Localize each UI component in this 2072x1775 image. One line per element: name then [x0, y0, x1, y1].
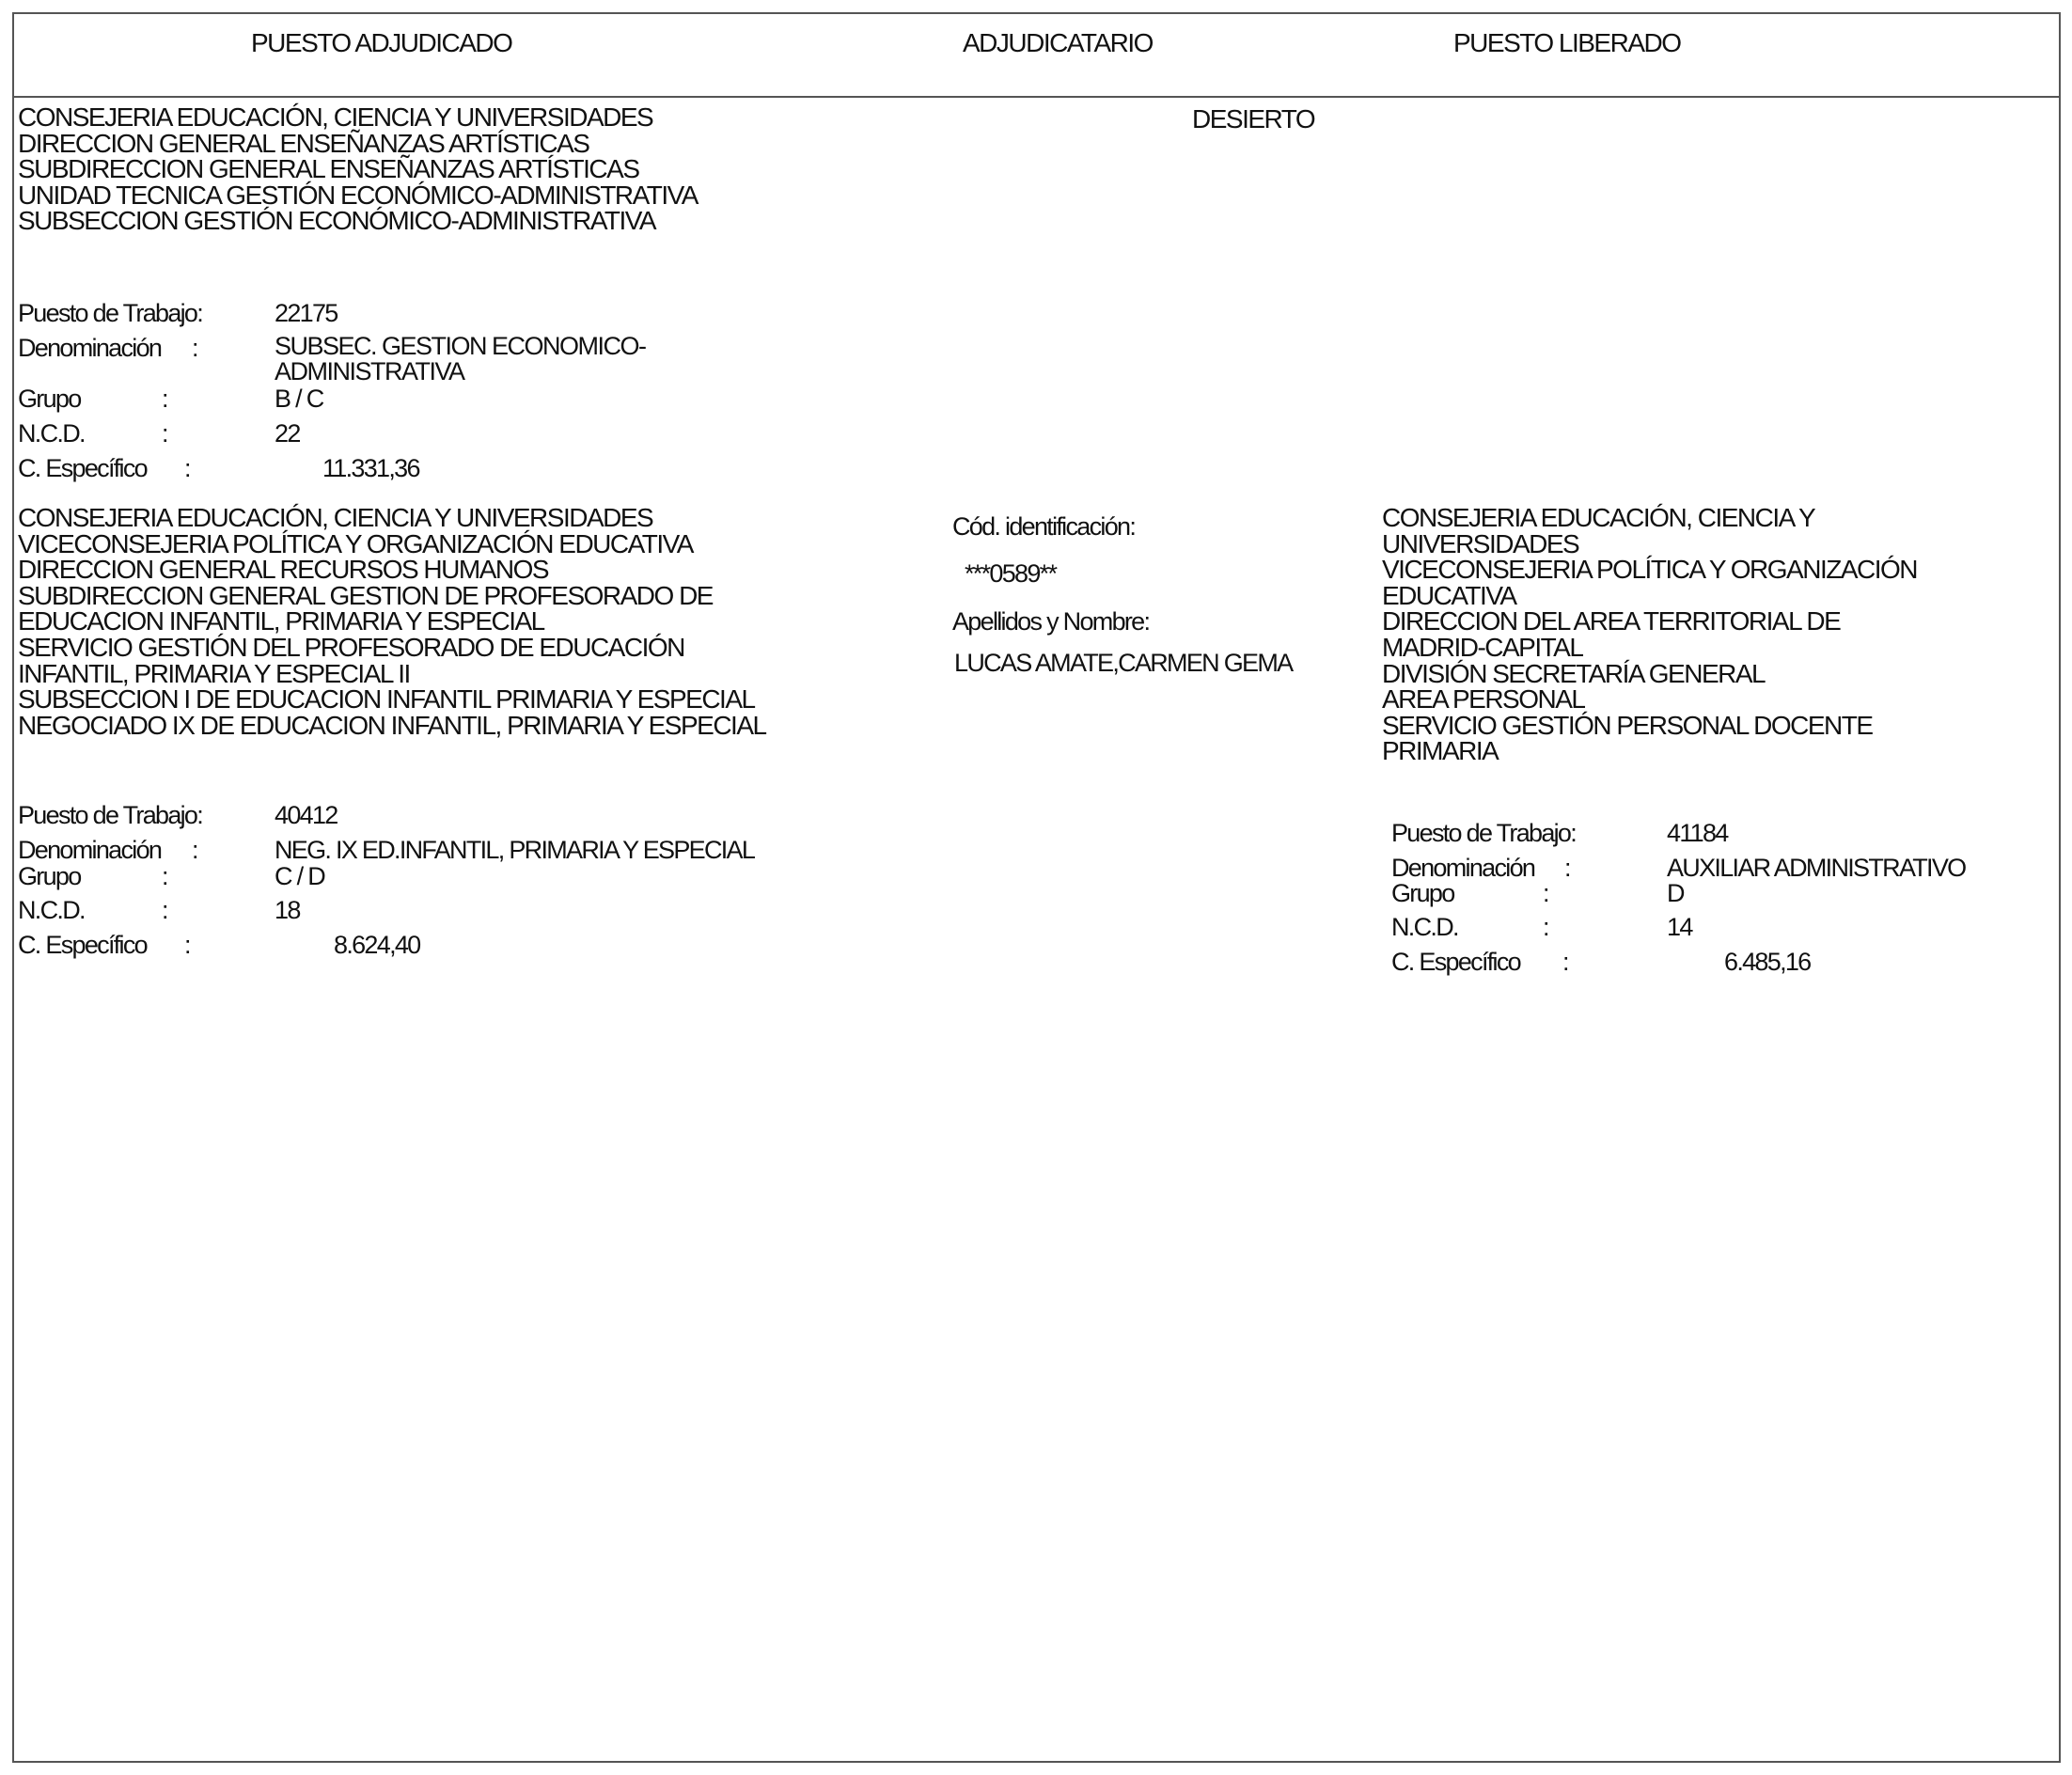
colon: : [1562, 948, 1570, 976]
org-line: PRIMARIA [1382, 736, 1499, 766]
header-adjudicatario: ADJUDICATARIO [963, 28, 1153, 57]
org-line: CONSEJERIA EDUCACIÓN, CIENCIA Y UNIVERSIDADES [18, 102, 653, 132]
liberado-denominacion-label: Denominación [1391, 854, 1535, 882]
denominacion-line: SUBSEC. GESTION ECONOMICO- [275, 332, 646, 360]
liberado-especifico-label: C. Específico [1391, 948, 1520, 976]
org-line: UNIDAD TECNICA GESTIÓN ECONÓMICO-ADMINISTRATIVA [18, 180, 698, 210]
colon: : [1564, 854, 1572, 882]
especifico-label: C. Específico [18, 931, 147, 959]
colon: : [184, 931, 192, 959]
liberado-denominacion-value: AUXILIAR ADMINISTRATIVO [1667, 854, 1966, 882]
org-line: UNIVERSIDADES [1382, 528, 1579, 558]
org-line: VICECONSEJERIA POLÍTICA Y ORGANIZACIÓN EDUCATIVA [18, 528, 693, 558]
liberado-especifico-value: 6.485,16 [1724, 948, 1811, 976]
cod-identificacion-label: Cód. identificación: [952, 512, 1136, 541]
org-line: DIRECCION GENERAL RECURSOS HUMANOS [18, 555, 549, 585]
liberado-ncd-label: N.C.D. [1391, 913, 1458, 941]
denominacion-value [275, 334, 646, 385]
org-line: DIRECCION DEL AREA TERRITORIAL DE [1382, 606, 1841, 636]
org-line: VICECONSEJERIA POLÍTICA Y ORGANIZACIÓN [1382, 555, 1918, 585]
org-line: CONSEJERIA EDUCACIÓN, CIENCIA Y UNIVERSIDADES [18, 503, 653, 532]
puesto-value: 22175 [275, 299, 337, 327]
denominacion-line: ADMINISTRATIVA [275, 357, 464, 385]
grupo-label: Grupo [18, 385, 81, 413]
puesto-label: Puesto de Trabajo: [18, 299, 203, 327]
grupo-value: B / C [275, 385, 323, 413]
apellidos-nombre-label: Apellidos y Nombre: [952, 607, 1150, 636]
colon: : [162, 862, 169, 890]
especifico-value: 11.331,36 [322, 454, 419, 482]
org-line: MADRID-CAPITAL [1382, 632, 1583, 662]
apellidos-nombre-value: LUCAS AMATE,CARMEN GEMA [954, 649, 1293, 677]
especifico-label: C. Específico [18, 454, 147, 482]
denominacion-label: Denominación [18, 836, 162, 864]
ncd-value: 22 [275, 419, 300, 448]
ncd-label: N.C.D. [18, 896, 85, 924]
colon: : [162, 896, 169, 924]
record1-organization [18, 104, 698, 234]
colon: : [184, 454, 192, 482]
liberado-puesto-value: 41184 [1667, 819, 1728, 847]
liberado-grupo-value: D [1667, 879, 1684, 907]
org-line: SUBSECCION GESTIÓN ECONÓMICO-ADMINISTRATIVA [18, 206, 656, 236]
ncd-label: N.C.D. [18, 419, 85, 448]
record2-organization [18, 505, 766, 738]
header-puesto-liberado: PUESTO LIBERADO [1453, 28, 1681, 57]
colon: : [1543, 913, 1550, 941]
org-line: AREA PERSONAL [1382, 684, 1585, 715]
org-line: INFANTIL, PRIMARIA Y ESPECIAL II [18, 658, 410, 688]
cod-identificacion-value: ***0589** [965, 559, 1057, 588]
org-line: DIRECCION GENERAL ENSEÑANZAS ARTÍSTICAS [18, 128, 589, 158]
org-line: SUBSECCION I DE EDUCACION INFANTIL PRIMARIA Y ESPECIAL [18, 684, 755, 715]
org-line: SERVICIO GESTIÓN PERSONAL DOCENTE [1382, 710, 1873, 740]
liberado-puesto-label: Puesto de Trabajo: [1391, 819, 1577, 847]
org-line: SUBDIRECCION GENERAL GESTION DE PROFESORADO DE [18, 580, 713, 610]
denominacion-label: Denominación [18, 334, 162, 362]
colon: : [192, 334, 199, 362]
liberado-organization [1382, 505, 1917, 764]
org-line: NEGOCIADO IX DE EDUCACION INFANTIL, PRIMARIA Y ESPECIAL [18, 710, 766, 740]
ncd-value: 18 [275, 896, 300, 924]
puesto-value: 40412 [275, 801, 337, 829]
org-line: EDUCATIVA [1382, 580, 1516, 610]
org-line: SERVICIO GESTIÓN DEL PROFESORADO DE EDUCACIÓN [18, 632, 684, 662]
header-divider [12, 96, 2061, 98]
org-line: DIVISIÓN SECRETARÍA GENERAL [1382, 658, 1766, 688]
record1-adjudicatario: DESIERTO [1192, 104, 1315, 134]
header-puesto-adjudicado: PUESTO ADJUDICADO [251, 28, 512, 57]
colon: : [162, 385, 169, 413]
org-line: SUBDIRECCION GENERAL ENSEÑANZAS ARTÍSTICAS [18, 154, 639, 184]
org-line: EDUCACION INFANTIL, PRIMARIA Y ESPECIAL [18, 606, 544, 636]
grupo-label: Grupo [18, 862, 81, 890]
colon: : [1543, 879, 1550, 907]
puesto-label: Puesto de Trabajo: [18, 801, 203, 829]
grupo-value: C / D [275, 862, 325, 890]
org-line: CONSEJERIA EDUCACIÓN, CIENCIA Y [1382, 503, 1815, 532]
colon: : [192, 836, 199, 864]
colon: : [162, 419, 169, 448]
especifico-value: 8.624,40 [334, 931, 420, 959]
denominacion-value: NEG. IX ED.INFANTIL, PRIMARIA Y ESPECIAL [275, 836, 755, 864]
liberado-ncd-value: 14 [1667, 913, 1692, 941]
liberado-grupo-label: Grupo [1391, 879, 1454, 907]
